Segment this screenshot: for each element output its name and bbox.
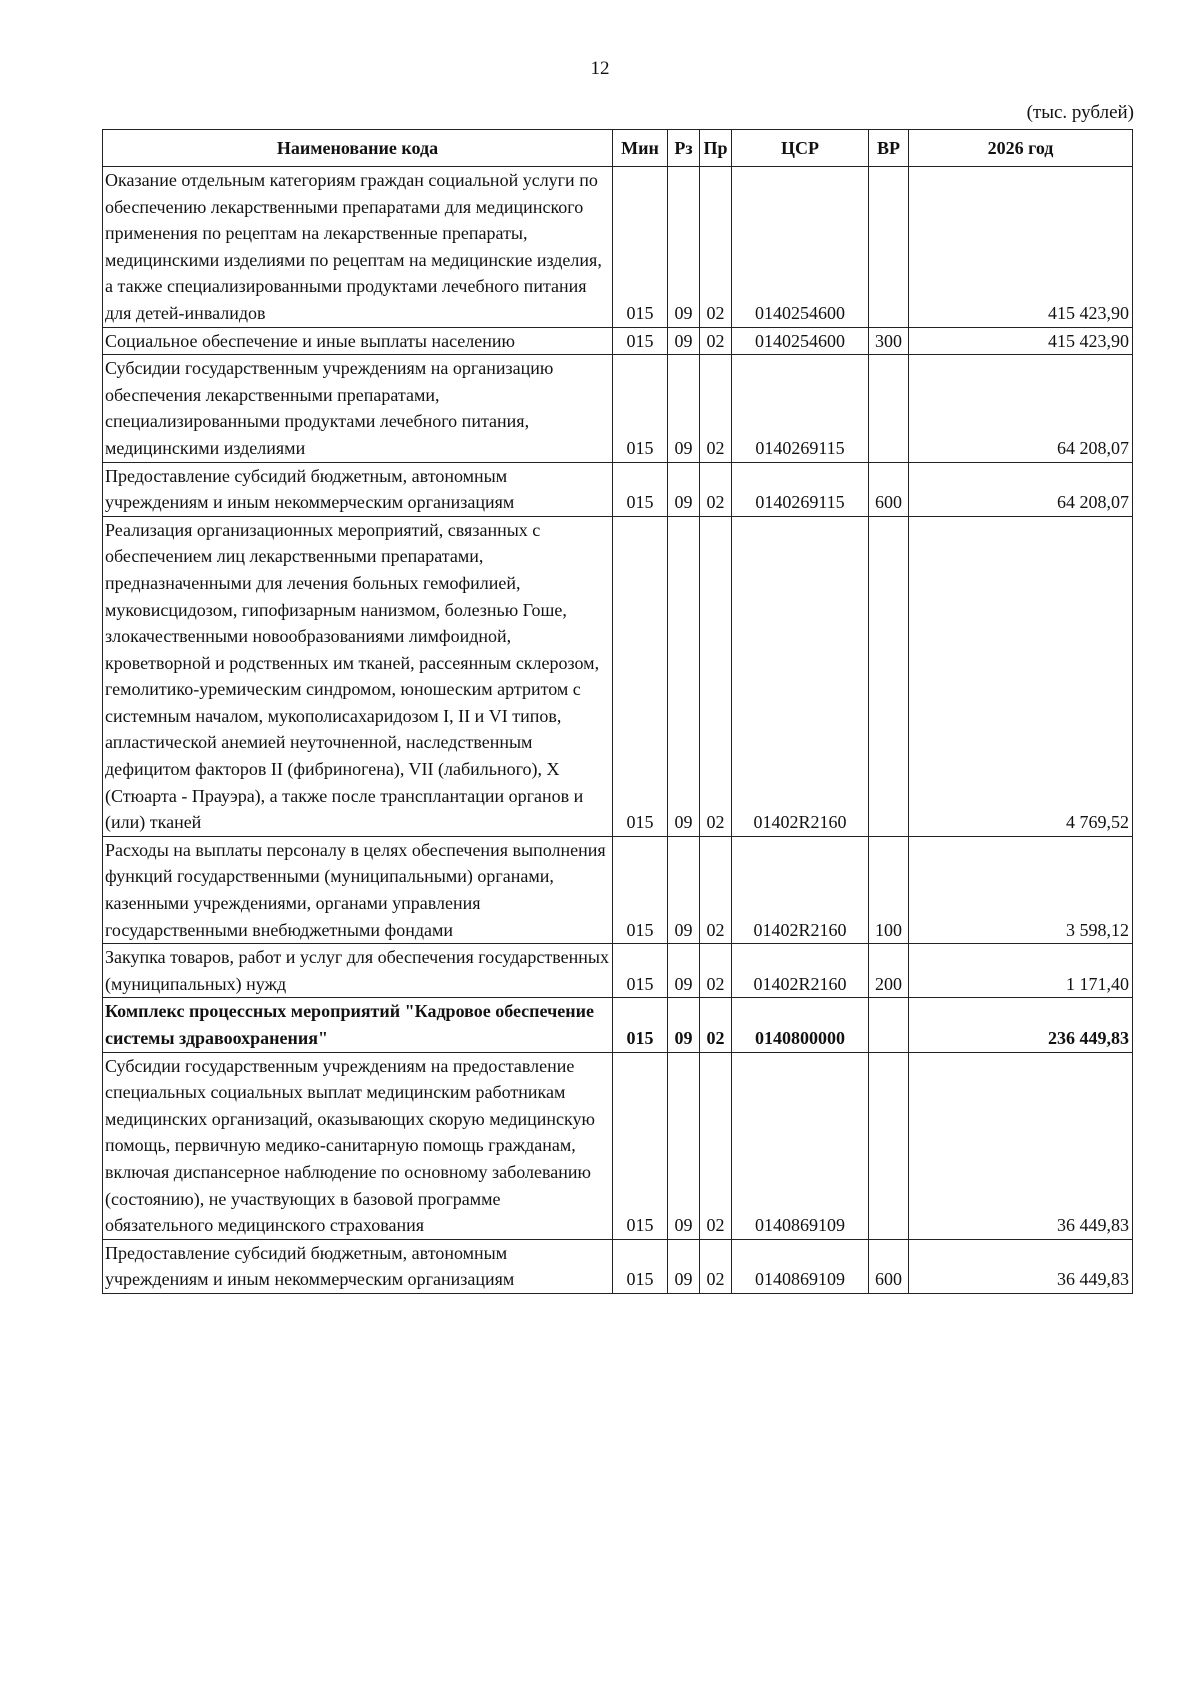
cell-name: Предоставление субсидий бюджетным, автономным учреждениям и иным некоммерческим организациям [103,1239,613,1293]
cell-vr: 200 [869,944,909,998]
cell-pr: 02 [700,516,732,836]
cell-amount: 3 598,12 [909,836,1133,943]
cell-name: Комплекс процессных мероприятий "Кадровое обеспечение системы здравоохранения" [103,998,613,1052]
page-number: 12 [590,58,610,79]
cell-name: Социальное обеспечение и иные выплаты населению [103,327,613,355]
cell-name: Реализация организационных мероприятий, связанных с обеспечением лиц лекарственными препаратами, предназначенными для лечения больных гемофилией, муковисцидозом, гипофизарным нанизмом, болезнью Гоше, злокачественными новообразованиями лимфоидной, кроветворной и родственных им тканей, рассеянным склерозом, гемолитико-уремическим синдромом, юношеским артритом с системным началом, мукополисахаридозом I, II и VI типов, апластической анемией неуточненной, наследственным дефицитом факторов II (фибриногена), VII (лабильного), X (Стюарта - Прауэра), а также после трансплантации органов и (или) тканей [103,516,613,836]
cell-rz: 09 [668,944,700,998]
cell-amount: 36 449,83 [909,1239,1133,1293]
table-row [103,327,1133,355]
cell-pr: 02 [700,1239,732,1293]
table-row [103,998,1133,1052]
cell-amount: 415 423,90 [909,167,1133,328]
cell-vr: 300 [869,327,909,355]
cell-amount: 1 171,40 [909,944,1133,998]
cell-pr: 02 [700,462,732,516]
cell-csr: 01402R2160 [732,516,869,836]
cell-vr: 600 [869,462,909,516]
cell-name: Субсидии государственным учреждениям на предоставление специальных социальных выплат медицинским работникам медицинских организаций, оказывающих скорую медицинскую помощь, первичную медико-санитарную помощь гражданам, включая диспансерное наблюдение по основному заболеванию (состоянию), не участвующих в базовой программе обязательного медицинского страхования [103,1052,613,1239]
cell-min: 015 [613,327,668,355]
table-header-row [103,130,1133,167]
cell-rz: 09 [668,462,700,516]
cell-pr: 02 [700,998,732,1052]
cell-csr: 0140800000 [732,998,869,1052]
cell-pr: 02 [700,1052,732,1239]
cell-csr: 01402R2160 [732,944,869,998]
cell-csr: 0140269115 [732,355,869,462]
cell-vr [869,516,909,836]
cell-amount: 236 449,83 [909,998,1133,1052]
table-row [103,1239,1133,1293]
cell-min: 015 [613,1052,668,1239]
cell-pr: 02 [700,167,732,328]
cell-name: Субсидии государственным учреждениям на организацию обеспечения лекарственными препаратами, специализированными продуктами лечебного питания, медицинскими изделиями [103,355,613,462]
table-row [103,1052,1133,1239]
cell-csr: 0140254600 [732,167,869,328]
cell-csr: 0140269115 [732,462,869,516]
cell-min: 015 [613,998,668,1052]
cell-amount: 4 769,52 [909,516,1133,836]
table-row [103,516,1133,836]
cell-rz: 09 [668,836,700,943]
cell-pr: 02 [700,355,732,462]
cell-min: 015 [613,836,668,943]
header-pr: Пр [700,130,732,167]
cell-csr: 0140869109 [732,1052,869,1239]
cell-rz: 09 [668,355,700,462]
cell-vr [869,998,909,1052]
cell-min: 015 [613,167,668,328]
cell-rz: 09 [668,516,700,836]
cell-amount: 415 423,90 [909,327,1133,355]
cell-pr: 02 [700,836,732,943]
cell-rz: 09 [668,1052,700,1239]
header-vr: ВР [869,130,909,167]
header-csr: ЦСР [732,130,869,167]
cell-vr [869,355,909,462]
cell-min: 015 [613,462,668,516]
cell-csr: 0140254600 [732,327,869,355]
cell-amount: 64 208,07 [909,355,1133,462]
header-amount: 2026 год [909,130,1133,167]
cell-pr: 02 [700,944,732,998]
cell-name: Закупка товаров, работ и услуг для обеспечения государственных (муниципальных) нужд [103,944,613,998]
cell-rz: 09 [668,998,700,1052]
cell-vr: 100 [869,836,909,943]
table-row [103,462,1133,516]
header-rz: Рз [668,130,700,167]
cell-amount: 64 208,07 [909,462,1133,516]
cell-name: Расходы на выплаты персоналу в целях обеспечения выполнения функций государственными (муниципальными) органами, казенными учреждениями, органами управления государственными внебюджетными фондами [103,836,613,943]
table-row [103,167,1133,328]
table-row [103,836,1133,943]
cell-vr [869,167,909,328]
cell-rz: 09 [668,327,700,355]
cell-min: 015 [613,516,668,836]
table-row [103,355,1133,462]
cell-min: 015 [613,1239,668,1293]
table-row [103,944,1133,998]
cell-min: 015 [613,355,668,462]
cell-csr: 01402R2160 [732,836,869,943]
budget-table [102,129,1133,1294]
header-min: Мин [613,130,668,167]
header-name: Наименование кода [103,130,613,167]
cell-min: 015 [613,944,668,998]
cell-rz: 09 [668,167,700,328]
cell-vr: 600 [869,1239,909,1293]
cell-pr: 02 [700,327,732,355]
cell-csr: 0140869109 [732,1239,869,1293]
cell-name: Предоставление субсидий бюджетным, автономным учреждениям и иным некоммерческим организациям [103,462,613,516]
cell-rz: 09 [668,1239,700,1293]
cell-name: Оказание отдельным категориям граждан социальной услуги по обеспечению лекарственными препаратами для медицинского применения по рецептам на лекарственные препараты, медицинскими изделиями по рецептам на медицинские изделия, а также специализированными продуктами лечебного питания для детей-инвалидов [103,167,613,328]
units-label: (тыс. рублей) [1026,102,1134,123]
cell-vr [869,1052,909,1239]
cell-amount: 36 449,83 [909,1052,1133,1239]
